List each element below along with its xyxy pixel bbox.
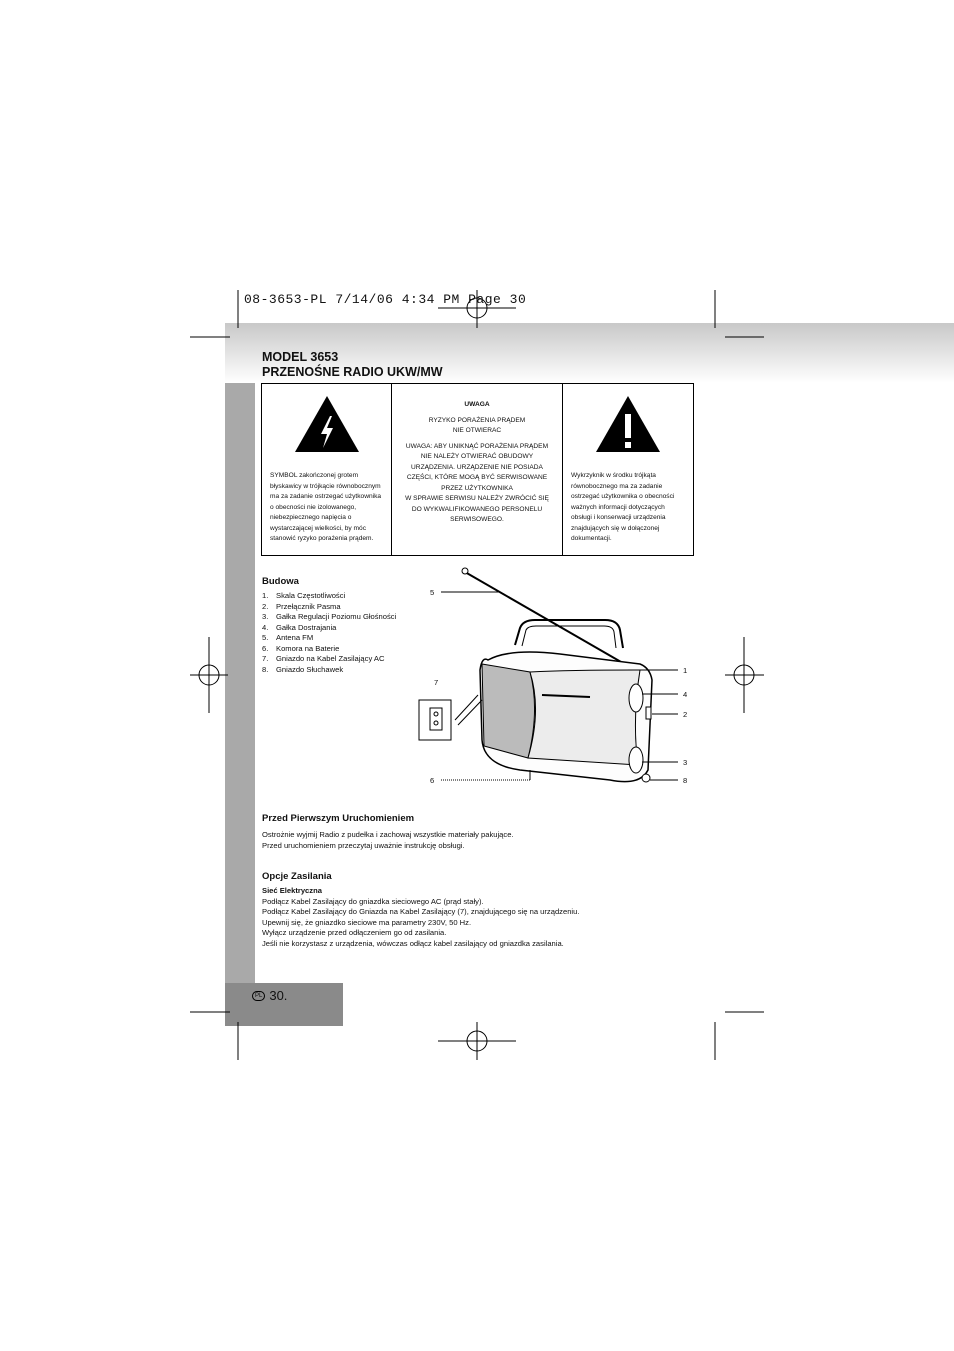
volume-knob xyxy=(629,747,643,773)
callout-3: 3 xyxy=(683,758,688,767)
list-item: 2. Przełącznik Pasma xyxy=(262,601,341,611)
przed-line-1: Ostrożnie wyjmij Radio z pudełka i zachowaj wszystkie materiały pakujące. xyxy=(262,830,514,839)
parts-list xyxy=(262,591,402,675)
list-item: 5. Antena FM xyxy=(262,633,314,642)
przed-line-2: Przed uruchomieniem przeczytaj uważnie instrukcję obsługi. xyxy=(262,840,465,850)
opcje-line: Jeśli nie korzystasz z urządzenia, wówczas odłącz kabel zasilający od gniazdka zasilania. xyxy=(262,938,564,948)
radio-diagram xyxy=(410,560,700,800)
registration-mark-left xyxy=(190,637,228,713)
warning-service-text: W SPRAWIE SERWISU NALEŻY ZWRÓCIĆ SIĘ DO WYKWALIFIKOWANEGO PERSONELU SERWISOWEGO. xyxy=(405,495,549,523)
lightning-warning-icon xyxy=(293,394,361,454)
opcje-line: Podłącz Kabel Zasilający do Gniazda na Kabel Zasilający (7), znajdującego się na urządzeniu. xyxy=(262,907,580,916)
list-item: 1. Skala Częstotliwości xyxy=(262,591,346,600)
safety-warning-box xyxy=(261,383,694,556)
page-number xyxy=(252,988,287,1003)
opcje-section xyxy=(262,871,702,949)
band-switch xyxy=(646,707,651,719)
list-item: 7. Gniazdo na Kabel Zasilający AC xyxy=(262,654,385,663)
opcje-line: Wyłącz urządzenie przed odłączeniem go od zasilania. xyxy=(262,928,447,937)
model-subtitle: PRZENOŚNE RADIO UKW/MW xyxy=(262,365,443,379)
model-title: MODEL 3653 xyxy=(262,350,339,364)
opcje-line: Upewnij się, że gniazdko sieciowe ma parametry 230V, 50 Hz. xyxy=(262,917,472,927)
opcje-line: Podłącz Kabel Zasilający do gniazdka sieciowego AC (prąd stały). xyxy=(262,896,484,906)
list-item: 3. Gałka Regulacji Poziomu Głośności xyxy=(262,612,397,621)
opcje-subheading: Sieć Elektryczna xyxy=(262,886,322,895)
budowa-section xyxy=(262,576,402,675)
warning-center-column xyxy=(392,384,563,555)
page-title xyxy=(262,350,443,380)
radio-handle xyxy=(515,620,623,648)
warning-right-text: Wykrzyknik w środku trójkąta równobocznego ma za zadanie ostrzegać użytkownika o obecności ważnych informacji dotyczących obsługi i konserwacji urządzenia znajdujących się w dołączonej dokumentacji. xyxy=(571,472,675,542)
callout-6: 6 xyxy=(430,776,435,785)
callout-5: 5 xyxy=(430,588,435,597)
callout-4: 4 xyxy=(683,690,688,699)
tuning-knob xyxy=(629,684,643,712)
warning-heading: UWAGA xyxy=(464,401,490,408)
speaker-grille xyxy=(482,664,535,758)
warning-right-column xyxy=(563,384,693,555)
print-slug-header: 08-3653-PL 7/14/06 4:34 PM Page 30 xyxy=(244,292,527,307)
registration-mark-bottom xyxy=(438,1022,516,1060)
callout-1: 1 xyxy=(683,666,688,675)
ac-socket xyxy=(430,708,442,730)
antenna-tip xyxy=(462,568,468,574)
callout-7: 7 xyxy=(434,678,439,687)
radio-handle-inner xyxy=(522,626,616,648)
przed-section xyxy=(262,813,702,851)
headphone-jack xyxy=(642,774,650,782)
warning-risk-line: RYZYKO PORAŻENIA PRĄDEM xyxy=(428,416,526,424)
list-item: 6. Komora na Baterie xyxy=(262,643,340,653)
language-badge: PL xyxy=(252,991,265,1001)
front-panel xyxy=(528,670,640,765)
warning-left-text: SYMBOL zakończonej grotem błyskawicy w trójkącie równobocznym ma za zadanie ostrzegać użytkownika o obecności nie izolowanego, niebezpiecznego napięcia o wystarczającej wielkości, by móc stanowić ryzyko porażenia prądem. xyxy=(270,472,382,542)
warning-left-column xyxy=(262,384,392,555)
przed-heading: Przed Pierwszym Uruchomieniem xyxy=(262,813,415,824)
warning-do-not-open: NIE OTWIERAC xyxy=(452,427,502,434)
budowa-heading: Budowa xyxy=(262,576,299,587)
callout-8: 8 xyxy=(683,776,688,785)
opcje-heading: Opcje Zasilania xyxy=(262,871,332,882)
registration-mark-right xyxy=(725,637,764,713)
callout-2: 2 xyxy=(683,710,688,719)
warning-center-text: UWAGA: ABY UNIKNĄĆ PORAŻENIA PRĄDEM NIE NALEŻY OTWIERAĆ OBUDOWY URZĄDZENIA. URZĄDZENIE NIE POSIADA CZĘŚCI, KTÓRE MOGĄ BYĆ SERWISOWANE PRZEZ UŻYTKOWNIKA xyxy=(405,442,549,492)
exclamation-warning-icon xyxy=(594,394,662,454)
list-item: 4. Gałka Dostrajania xyxy=(262,622,337,632)
list-item: 8. Gniazdo Słuchawek xyxy=(262,664,344,674)
page-number-text: 30. xyxy=(269,988,288,1003)
